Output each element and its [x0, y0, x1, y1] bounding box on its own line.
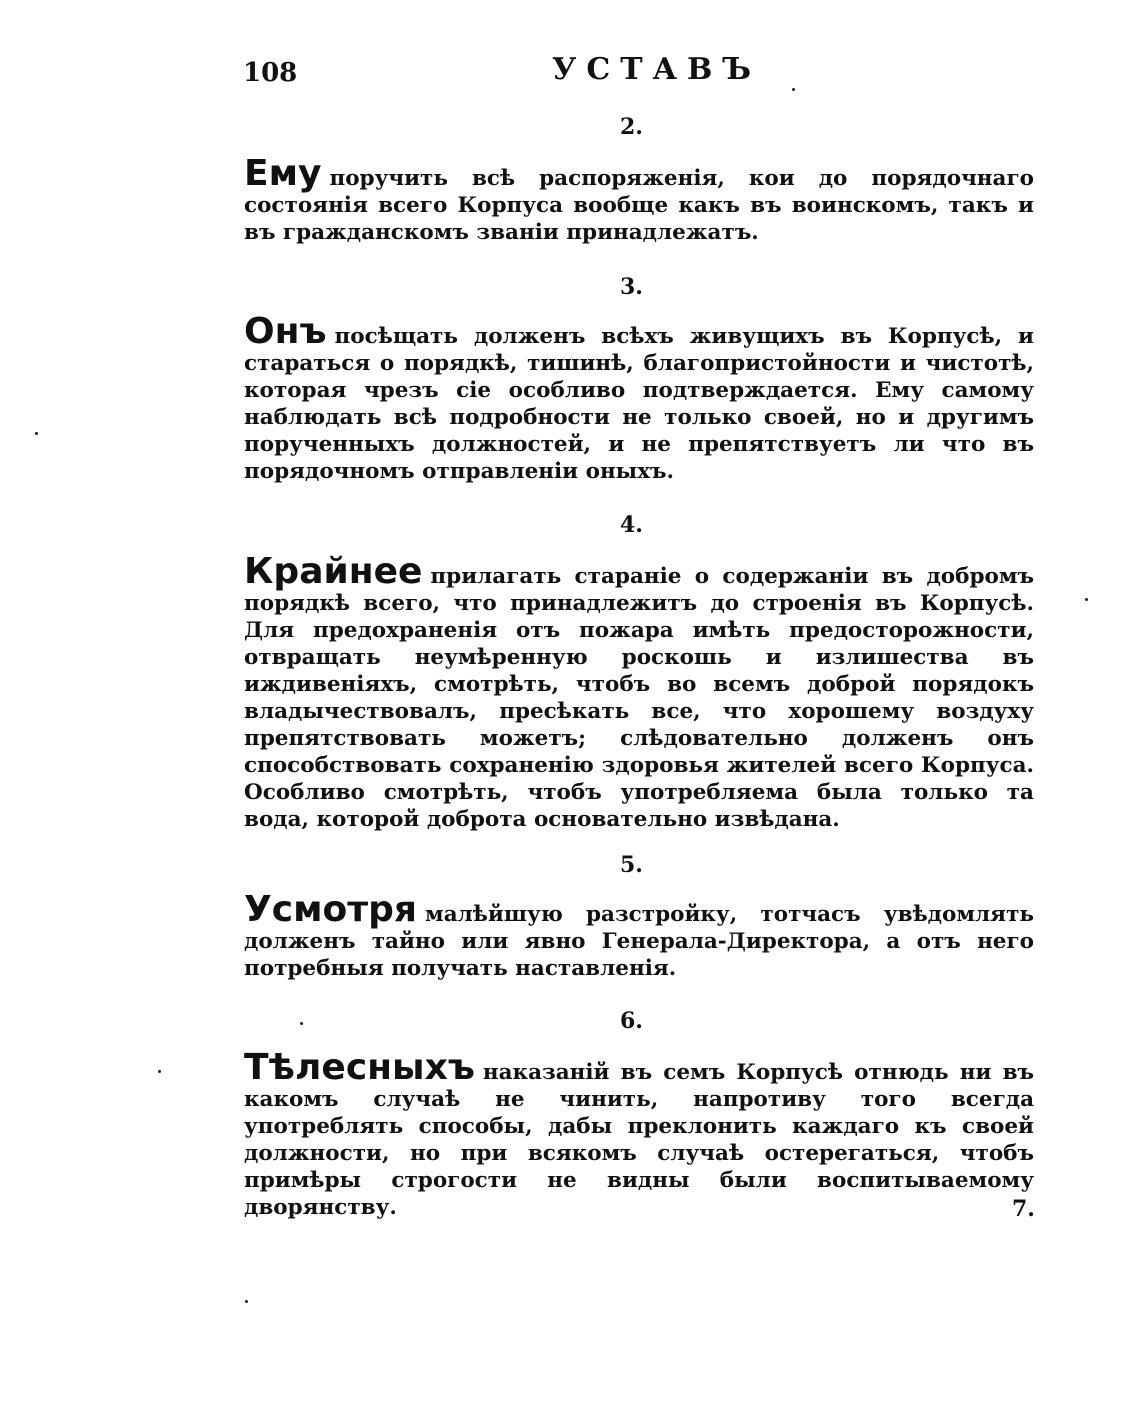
page-number: 108: [243, 58, 298, 88]
section-5-paragraph: [244, 889, 1034, 982]
section-6-initial-word: Тѣлесныхъ: [244, 1047, 475, 1088]
section-number-4: 4.: [620, 512, 643, 538]
section-2-text: поручить всѣ распоряженія, кои до порядочнаго состоянія всего Корпуса вообще какъ въ воинскомъ, такъ и въ гражданскомъ званіи принадлежатъ.: [244, 166, 1034, 245]
section-4-text: прилагать стараніе о содержаніи въ добромъ порядкѣ всего, что принадлежитъ до строенія въ Корпусѣ. Для предохраненія отъ пожара имѣть предосторожности, отвращать неумѣренную роскошь и излишества въ иждивеніяхъ, смотрѣть, чтобъ во всемъ доброй порядокъ владычествовалъ, пресѣкать все, что хорошему воздуху препятствовать можетъ; слѣдовательно долженъ онъ способствовать сохраненію здоровья жителей всего Корпуса. Особливо смотрѣть, чтобъ употребляема была только та вода, которой доброта основательно извѣдана.: [244, 564, 1034, 832]
scan-speck: [792, 88, 795, 91]
section-2-paragraph: [244, 153, 1034, 246]
section-4-initial-word: Крайнее: [244, 551, 423, 592]
scan-speck: [158, 1070, 161, 1073]
section-number-6: 6.: [620, 1008, 643, 1034]
section-3-paragraph: [244, 311, 1034, 485]
section-6-text: наказаній въ семъ Корпусѣ отнюдь ни въ какомъ случаѣ не чинить, напротиву того всегда употреблять способы, дабы преклонить каждаго къ своей должности, но при всякомъ случаѣ остерегаться, чтобъ примѣры строгости не видны были воспитываемому дворянству.: [244, 1060, 1034, 1220]
section-3-text: посѣщать долженъ всѣхъ живущихъ въ Корпусѣ, и стараться о порядкѣ, тишинѣ, благопристойности и чистотѣ, которая чрезъ сіе особливо подтверждается. Ему самому наблюдать всѣ подробности не только своей, но и другимъ порученныхъ должностей, и не препятствуетъ ли что въ порядочномъ отправленіи оныхъ.: [244, 324, 1034, 484]
scan-speck: [300, 1022, 303, 1025]
section-5-initial-word: Усмотря: [244, 889, 418, 930]
section-number-5: 5.: [620, 852, 643, 878]
section-5-text: малѣйшую разстройку, тотчасъ увѣдомлять долженъ тайно или явно Генерала-Директора, а отъ него потребныя получать наставленія.: [244, 902, 1034, 981]
section-number-2: 2.: [620, 114, 643, 140]
section-6-paragraph: [244, 1047, 1034, 1221]
section-3-initial-word: Онъ: [244, 311, 327, 352]
section-number-3: 3.: [620, 274, 643, 300]
scan-speck: [35, 432, 38, 435]
section-2-initial-word: Ему: [244, 153, 322, 194]
catchword: 7.: [1012, 1196, 1035, 1222]
scan-speck: [245, 1300, 248, 1303]
running-head: УСТАВЪ: [552, 52, 762, 87]
scan-speck: [1085, 598, 1088, 601]
section-4-paragraph: [244, 551, 1034, 833]
